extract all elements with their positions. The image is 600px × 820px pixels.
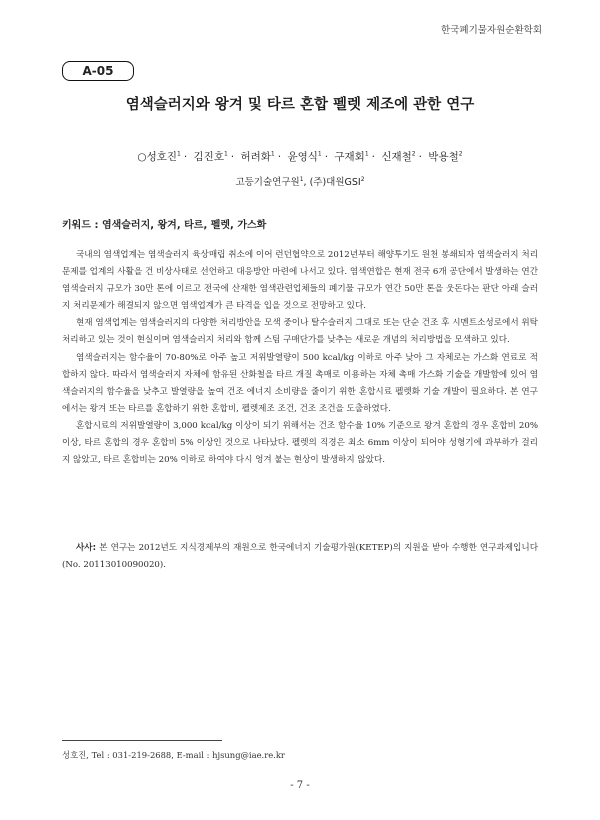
author: 김진호$^1$ bbox=[193, 150, 228, 163]
author: ○성호진$^1$ bbox=[137, 150, 181, 163]
footnote: 성호진, Tel : 031-219-2688, E-mail : hjsung@iae.re.kr bbox=[62, 750, 285, 760]
paragraph: 국내의 염색업계는 염색슬러지 육상매립 취소에 이어 런던협약으로 2012년부터 해양투기도 원천 봉쇄되자 염색슬러지 처리문제를 업계의 사활을 건 비상사태로 선언하고 대응방안 마련에 나서고 있다. 염색연합은 현재 전국 6개 공단에서 발생하는 연간 염색슬러지 규모가 30만 톤에 이르고 전국에 산재한 염색관련업체들의 폐기물 규모가 연간 50만 톤을 웃돈다는 판단 아래 슬러지 처리문제가 해결되지 않으면 염색업계가 큰 타격을 입을 것으로 전망하고 있다. bbox=[62, 250, 538, 312]
paper-code-badge: A-05 bbox=[62, 61, 134, 81]
keywords: 키워드 : 염색슬러지, 왕겨, 타르, 펠렛, 가스화 bbox=[62, 220, 267, 231]
paper-title: 염색슬러지와 왕겨 및 타르 혼합 펠렛 제조에 관한 연구 bbox=[125, 97, 475, 113]
author: 신재철$^2$ bbox=[381, 150, 416, 163]
affiliation: 고등기술연구원$^1$ bbox=[235, 175, 304, 188]
author: 허려화$^1$ bbox=[240, 150, 275, 163]
paragraph: 염색슬러지는 함수율이 70-80%로 아주 높고 저위발열량이 500 kcal/kg 이하로 아주 낮아 그 자체로는 가스화 연료로 적합하지 않다. 따라서 염색슬러지 자체에 함유된 산화철을 타르 개질 촉매로 이용하는 자체 촉매 가스화 기술을 개발함에 있어 염색슬러지의 함수율을 낮추고 발열량을 높여 건조 에너지 소비량을 줄이기 위한 혼합시료 펠렛화 기술 개발이 필요하다. 본 연구에서는 왕겨 또는 타르를 혼합하기 위한 혼합비, 펠렛제조 조건, 건조 조건을 도출하였다. bbox=[62, 352, 538, 414]
society-header: 한국폐기물자원순환학회 bbox=[441, 25, 542, 36]
author: 구재회$^1$ bbox=[334, 150, 369, 163]
abstract-body bbox=[62, 247, 538, 469]
page-number: - 7 - bbox=[290, 780, 310, 791]
author: 박용철$^2$ bbox=[428, 150, 463, 163]
affiliation: (주)대원GSI$^2$ bbox=[309, 175, 365, 188]
paragraph: 현재 염색업계는 염색슬러지의 다양한 처리방안을 모색 중이나 탈수슬러지 그대로 또는 단순 건조 후 시멘트소성로에서 위탁처리하고 있는 것이 현실이며 염색슬러지 처리와 함께 스팀 구매단가를 낮추는 새로운 개념의 처리방법을 모색하고 있다. bbox=[62, 318, 538, 346]
affiliation-list: 고등기술연구원$^1$, (주)대원GSI$^2$ bbox=[235, 175, 365, 188]
author: 윤영식$^1$ bbox=[287, 150, 322, 163]
acknowledgement-label: 사사: bbox=[76, 543, 97, 553]
author-list: ○성호진$^1$ · 김진호$^1$ · 허려화$^1$ · 윤영식$^1$ · 구재회$^1$ · 신재철$^2$ · 박용철$^2$ bbox=[137, 150, 463, 163]
paragraph: 혼합시료의 저위발열량이 3,000 kcal/kg 이상이 되기 위해서는 건조 함수율 10% 기준으로 왕겨 혼합의 경우 혼합비 20% 이상, 타르 혼합의 경우 혼합비 5% 이상인 것으로 나타났다. 펠렛의 직경은 최소 6mm 이상이 되어야 성형기에 과부하가 걸리지 않았고, 타르 혼합비는 20% 이하로 하여야 다시 엉겨 붙는 현상이 발생하지 않았다. bbox=[62, 420, 538, 466]
acknowledgement bbox=[62, 540, 538, 574]
footnote-divider bbox=[62, 740, 222, 741]
acknowledgement-text: 본 연구는 2012년도 지식경제부의 재원으로 한국에너지 기술평가원(KETEP)의 지원을 받아 수행한 연구과제입니다(No. 20113010090020). bbox=[62, 543, 538, 571]
